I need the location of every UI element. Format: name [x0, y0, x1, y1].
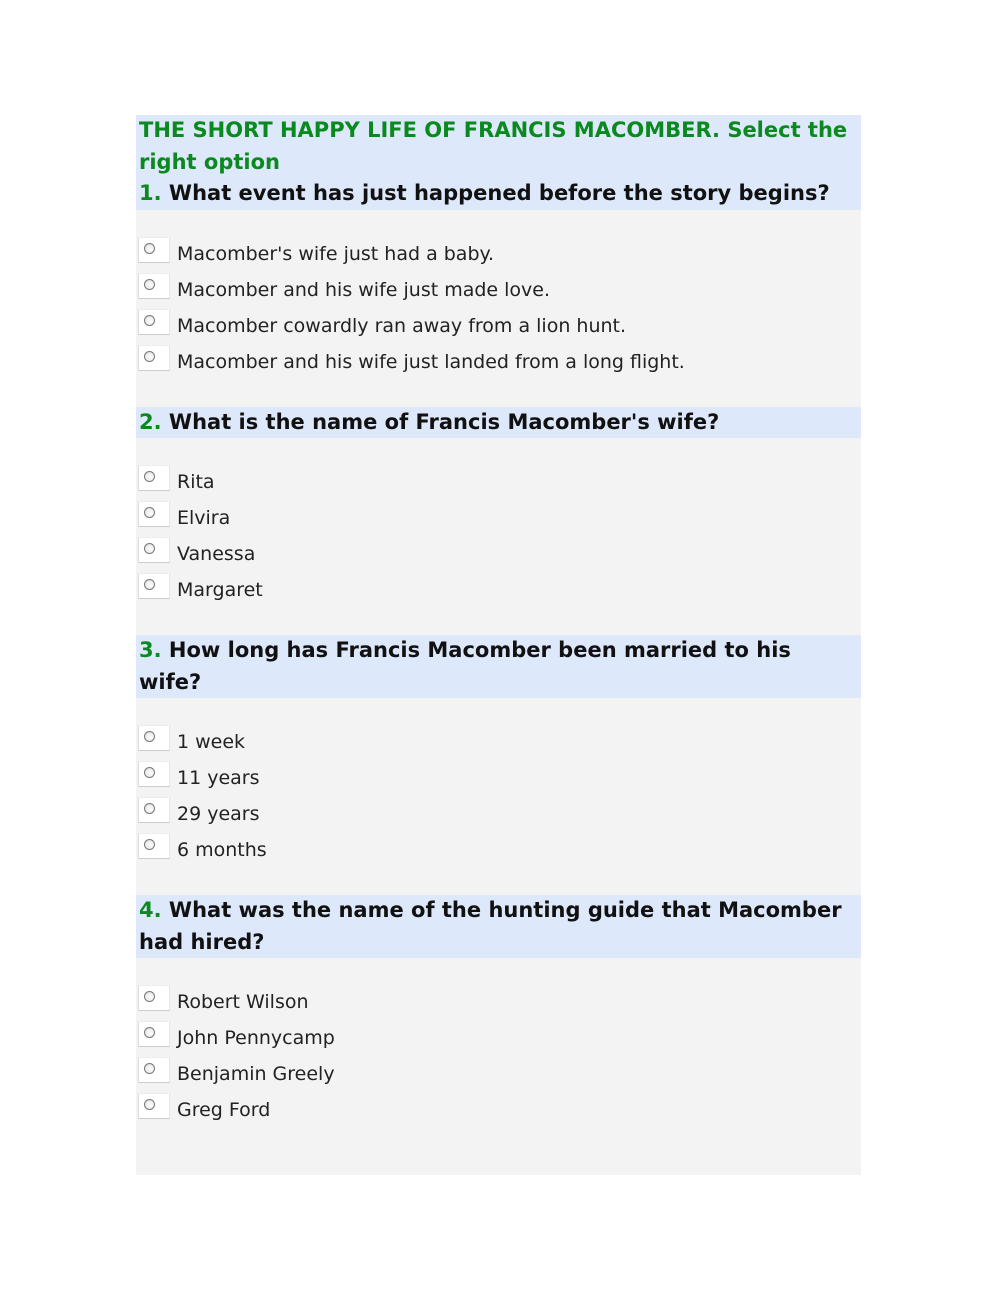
radio-button[interactable] [138, 237, 170, 263]
option-row[interactable] [136, 344, 861, 380]
radio-button[interactable] [138, 345, 170, 371]
option-row[interactable] [136, 724, 861, 760]
option-row[interactable] [136, 760, 861, 796]
option-label: Vanessa [177, 543, 256, 565]
worksheet [136, 115, 861, 1175]
radio-button[interactable] [138, 309, 170, 335]
options-list [136, 698, 861, 895]
option-label: 11 years [177, 767, 260, 789]
radio-button[interactable] [138, 465, 170, 491]
option-label: Macomber cowardly ran away from a lion hunt. [177, 314, 627, 337]
option-row[interactable] [136, 572, 861, 608]
radio-button[interactable] [138, 833, 170, 859]
options-list [136, 438, 861, 635]
radio-button[interactable] [138, 1093, 170, 1119]
option-row[interactable] [136, 236, 861, 272]
radio-button[interactable] [138, 1057, 170, 1083]
option-row[interactable] [136, 536, 861, 572]
radio-button[interactable] [138, 1021, 170, 1047]
question-text: How long has Francis Macomber been married to his wife? [139, 638, 791, 694]
option-row[interactable] [136, 1092, 861, 1128]
option-label: Margaret [177, 579, 263, 601]
question-number: 3. [139, 638, 162, 662]
option-row[interactable] [136, 308, 861, 344]
option-row[interactable] [136, 1020, 861, 1056]
radio-button[interactable] [138, 985, 170, 1011]
question-text: What was the name of the hunting guide that Macomber had hired? [139, 898, 842, 954]
option-label: 29 years [177, 803, 260, 825]
option-label: John Pennycamp [177, 1027, 335, 1049]
option-label: Macomber and his wife just landed from a long flight. [177, 350, 685, 373]
radio-button[interactable] [138, 725, 170, 751]
option-label: Macomber's wife just had a baby. [177, 242, 495, 265]
option-row[interactable] [136, 1056, 861, 1092]
radio-button[interactable] [138, 573, 170, 599]
question-number: 2. [139, 409, 162, 434]
option-row[interactable] [136, 832, 861, 868]
option-label: 1 week [177, 731, 246, 753]
option-row[interactable] [136, 984, 861, 1020]
option-label: Elvira [177, 507, 231, 529]
question-number: 1. [139, 181, 162, 205]
options-list [136, 958, 861, 1155]
radio-button[interactable] [138, 797, 170, 823]
options-list [136, 210, 861, 407]
question-header-1 [136, 115, 861, 210]
question-text: What is the name of Francis Macomber's wife? [168, 409, 720, 434]
radio-button[interactable] [138, 537, 170, 563]
option-label: Macomber and his wife just made love. [177, 278, 551, 301]
option-label: Benjamin Greely [177, 1063, 335, 1085]
question-header-2 [136, 407, 861, 439]
radio-button[interactable] [138, 273, 170, 299]
option-label: 6 months [177, 839, 267, 861]
question-text: What event has just happened before the story begins? [168, 181, 830, 205]
question-header-4 [136, 895, 861, 958]
radio-button[interactable] [138, 761, 170, 787]
option-label: Greg Ford [177, 1099, 271, 1121]
question-number: 4. [139, 898, 162, 922]
option-row[interactable] [136, 272, 861, 308]
worksheet-title: THE SHORT HAPPY LIFE OF FRANCIS MACOMBER. Select the right option [139, 118, 848, 174]
option-row[interactable] [136, 796, 861, 832]
option-row[interactable] [136, 464, 861, 500]
option-label: Robert Wilson [177, 991, 309, 1013]
question-header-3 [136, 635, 861, 698]
option-row[interactable] [136, 500, 861, 536]
radio-button[interactable] [138, 501, 170, 527]
option-label: Rita [177, 471, 215, 493]
